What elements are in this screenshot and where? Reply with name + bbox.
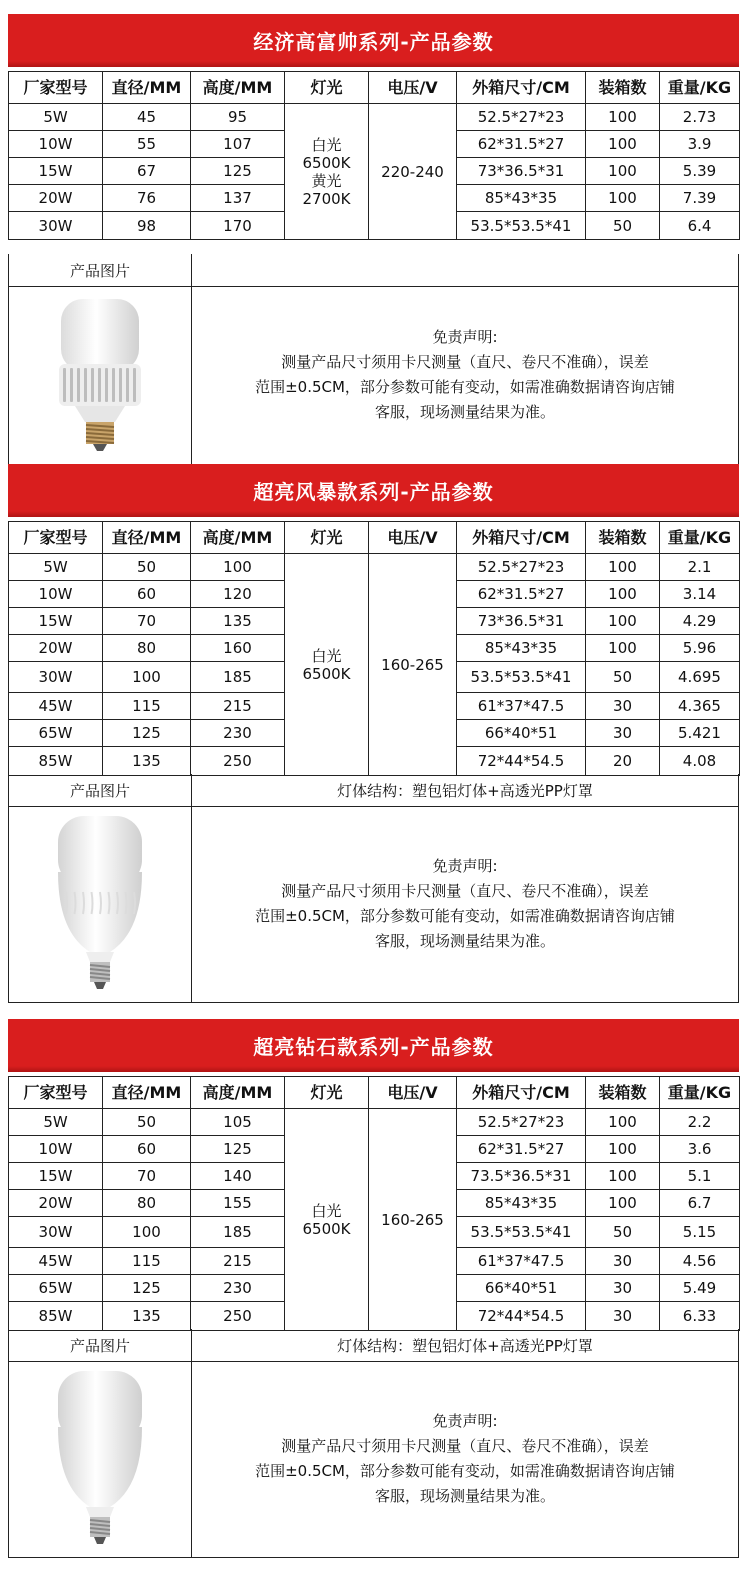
column-header: 厂家型号 [9,72,103,104]
table-cell: 6.33 [660,1302,740,1331]
series-title-banner [8,464,739,517]
light-color-cell: 白光 6500K [285,1109,369,1331]
table-cell: 107 [191,131,285,158]
table-cell: 62*31.5*27 [457,131,586,158]
disclaimer-title: 免责声明: [432,857,498,875]
voltage-cell: 220-240 [369,104,457,240]
table-cell: 100 [586,158,660,185]
column-header: 重量/KG [660,522,740,554]
led-bulb-image [55,294,145,458]
table-cell: 52.5*27*23 [457,1109,586,1136]
table-cell: 20W [9,1190,103,1217]
table-cell: 85*43*35 [457,185,586,212]
table-cell: 50 [586,662,660,693]
table-cell: 215 [191,1248,285,1275]
column-header: 重量/KG [660,72,740,104]
table-cell: 185 [191,662,285,693]
table-cell: 73*36.5*31 [457,608,586,635]
table-cell: 60 [103,581,191,608]
series-title-banner [8,14,739,67]
picture-label-row [8,254,739,287]
column-header: 直径/MM [103,72,191,104]
table-cell: 4.695 [660,662,740,693]
table-cell: 5.96 [660,635,740,662]
column-header: 灯光 [285,72,369,104]
table-cell: 125 [191,158,285,185]
table-cell: 85*43*35 [457,1190,586,1217]
structure-text [192,254,738,286]
table-cell: 4.56 [660,1248,740,1275]
table-cell: 120 [191,581,285,608]
disclaimer-line3: 客服，现场测量结果为准。 [374,403,555,421]
table-cell: 100 [586,608,660,635]
table-cell: 15W [9,608,103,635]
picture-label-row [8,774,739,807]
table-cell: 85*43*35 [457,635,586,662]
disclaimer-line1: 测量产品尺寸须用卡尺测量（直尺、卷尺不准确），误差 [281,353,649,371]
table-row [9,1109,740,1136]
disclaimer [192,1361,738,1557]
table-cell: 140 [191,1163,285,1190]
disclaimer-line3: 客服，现场测量结果为准。 [374,1487,555,1505]
table-cell: 4.365 [660,693,740,720]
table-cell: 65W [9,720,103,747]
table-header-row [9,1077,740,1109]
table-cell: 10W [9,131,103,158]
table-cell: 185 [191,1217,285,1248]
series-title: 经济高富帅系列-产品参数 [253,30,494,54]
voltage-cell: 160-265 [369,1109,457,1331]
picture-label-row [8,1329,739,1362]
table-cell: 67 [103,158,191,185]
column-header: 装箱数 [586,522,660,554]
table-cell: 70 [103,1163,191,1190]
table-cell: 30 [586,720,660,747]
table-cell: 5.15 [660,1217,740,1248]
table-cell: 5.39 [660,158,740,185]
table-cell: 5W [9,1109,103,1136]
table-cell: 30W [9,662,103,693]
table-cell: 4.29 [660,608,740,635]
table-cell: 85W [9,1302,103,1331]
table-cell: 137 [191,185,285,212]
column-header: 外箱尺寸/CM [457,1077,586,1109]
series-title: 超亮钻石款系列-产品参数 [253,1035,494,1059]
light-color-cell: 白光 6500K [285,554,369,776]
column-header: 外箱尺寸/CM [457,72,586,104]
table-cell: 52.5*27*23 [457,104,586,131]
table-cell: 3.14 [660,581,740,608]
table-cell: 53.5*53.5*41 [457,212,586,240]
table-cell: 20 [586,747,660,776]
table-cell: 95 [191,104,285,131]
spec-table [8,71,740,240]
table-cell: 50 [103,1109,191,1136]
picture-row [8,806,739,1003]
table-cell: 55 [103,131,191,158]
column-header: 装箱数 [586,1077,660,1109]
table-cell: 53.5*53.5*41 [457,662,586,693]
disclaimer-title: 免责声明: [432,328,498,346]
banner-shadow [8,1066,739,1072]
table-cell: 250 [191,1302,285,1331]
table-row [9,554,740,581]
table-cell: 65W [9,1275,103,1302]
spec-table [8,1076,740,1331]
column-header: 电压/V [369,1077,457,1109]
table-cell: 160 [191,635,285,662]
table-cell: 45W [9,1248,103,1275]
disclaimer-line2: 范围±0.5CM，部分参数可能有变动，如需准确数据请咨询店铺 [255,1462,675,1480]
table-header-row [9,72,740,104]
table-cell: 100 [586,1136,660,1163]
table-cell: 100 [103,662,191,693]
table-cell: 100 [586,581,660,608]
column-header: 重量/KG [660,1077,740,1109]
table-cell: 100 [586,1163,660,1190]
table-cell: 2.2 [660,1109,740,1136]
table-cell: 215 [191,693,285,720]
table-cell: 100 [191,554,285,581]
disclaimer [192,806,738,1002]
table-cell: 100 [586,185,660,212]
picture-label: 产品图片 [9,1329,192,1361]
light-color-cell: 白光 6500K 黄光 2700K [285,104,369,240]
picture-row [8,286,739,465]
disclaimer-line1: 测量产品尺寸须用卡尺测量（直尺、卷尺不准确），误差 [281,1437,649,1455]
table-cell: 100 [586,1109,660,1136]
table-cell: 20W [9,185,103,212]
voltage-cell: 160-265 [369,554,457,776]
table-cell: 50 [586,212,660,240]
table-cell: 3.9 [660,131,740,158]
table-cell: 60 [103,1136,191,1163]
column-header: 厂家型号 [9,1077,103,1109]
table-cell: 125 [103,720,191,747]
picture-label: 产品图片 [9,774,192,806]
table-cell: 155 [191,1190,285,1217]
led-bulb-image [50,1367,150,1551]
banner-shadow [8,511,739,517]
table-cell: 15W [9,158,103,185]
table-cell: 30 [586,1302,660,1331]
structure-text: 灯体结构：塑包铝灯体+高透光PP灯罩 [337,1336,593,1355]
table-cell: 100 [586,104,660,131]
table-cell: 135 [103,1302,191,1331]
disclaimer-line2: 范围±0.5CM，部分参数可能有变动，如需准确数据请咨询店铺 [255,907,675,925]
table-cell: 85W [9,747,103,776]
table-cell: 15W [9,1163,103,1190]
table-cell: 70 [103,608,191,635]
table-cell: 73*36.5*31 [457,158,586,185]
table-cell: 50 [103,554,191,581]
table-cell: 100 [586,131,660,158]
column-header: 直径/MM [103,1077,191,1109]
table-cell: 125 [103,1275,191,1302]
column-header: 电压/V [369,522,457,554]
table-cell: 170 [191,212,285,240]
disclaimer-line2: 范围±0.5CM，部分参数可能有变动，如需准确数据请咨询店铺 [255,378,675,396]
table-cell: 72*44*54.5 [457,1302,586,1331]
series-title-banner [8,1019,739,1072]
table-cell: 105 [191,1109,285,1136]
table-cell: 115 [103,693,191,720]
table-cell: 5.1 [660,1163,740,1190]
column-header: 高度/MM [191,1077,285,1109]
column-header: 高度/MM [191,72,285,104]
table-cell: 80 [103,635,191,662]
table-cell: 2.73 [660,104,740,131]
table-cell: 6.4 [660,212,740,240]
table-cell: 125 [191,1136,285,1163]
table-cell: 30 [586,1248,660,1275]
table-cell: 6.7 [660,1190,740,1217]
table-cell: 73.5*36.5*31 [457,1163,586,1190]
table-cell: 76 [103,185,191,212]
table-cell: 30W [9,212,103,240]
table-cell: 5.49 [660,1275,740,1302]
column-header: 电压/V [369,72,457,104]
column-header: 灯光 [285,1077,369,1109]
table-cell: 80 [103,1190,191,1217]
picture-row [8,1361,739,1558]
column-header: 高度/MM [191,522,285,554]
table-cell: 61*37*47.5 [457,1248,586,1275]
table-row [9,104,740,131]
table-cell: 98 [103,212,191,240]
table-cell: 230 [191,1275,285,1302]
table-cell: 66*40*51 [457,720,586,747]
disclaimer-line3: 客服，现场测量结果为准。 [374,932,555,950]
disclaimer [192,286,738,464]
picture-label: 产品图片 [9,254,192,286]
table-cell: 3.6 [660,1136,740,1163]
table-cell: 135 [191,608,285,635]
table-cell: 10W [9,1136,103,1163]
table-cell: 45 [103,104,191,131]
column-header: 装箱数 [586,72,660,104]
spec-table [8,521,740,776]
table-cell: 4.08 [660,747,740,776]
table-cell: 62*31.5*27 [457,581,586,608]
table-cell: 30 [586,693,660,720]
column-header: 厂家型号 [9,522,103,554]
table-cell: 2.1 [660,554,740,581]
table-cell: 5W [9,104,103,131]
column-header: 直径/MM [103,522,191,554]
table-cell: 100 [586,554,660,581]
disclaimer-line1: 测量产品尺寸须用卡尺测量（直尺、卷尺不准确），误差 [281,882,649,900]
table-cell: 5.421 [660,720,740,747]
table-cell: 10W [9,581,103,608]
table-cell: 30 [586,1275,660,1302]
table-cell: 53.5*53.5*41 [457,1217,586,1248]
table-cell: 250 [191,747,285,776]
disclaimer-title: 免责声明: [432,1412,498,1430]
led-bulb-image [50,812,150,996]
banner-shadow [8,61,739,67]
table-cell: 5W [9,554,103,581]
product-image [9,1361,192,1557]
table-cell: 7.39 [660,185,740,212]
table-cell: 30W [9,1217,103,1248]
table-cell: 100 [103,1217,191,1248]
column-header: 灯光 [285,522,369,554]
column-header: 外箱尺寸/CM [457,522,586,554]
table-cell: 100 [586,635,660,662]
table-cell: 135 [103,747,191,776]
table-cell: 100 [586,1190,660,1217]
table-cell: 50 [586,1217,660,1248]
table-cell: 230 [191,720,285,747]
table-cell: 61*37*47.5 [457,693,586,720]
table-cell: 72*44*54.5 [457,747,586,776]
table-cell: 45W [9,693,103,720]
series-title: 超亮风暴款系列-产品参数 [253,480,494,504]
table-cell: 52.5*27*23 [457,554,586,581]
table-cell: 115 [103,1248,191,1275]
table-cell: 62*31.5*27 [457,1136,586,1163]
table-cell: 66*40*51 [457,1275,586,1302]
structure-text: 灯体结构：塑包铝灯体+高透光PP灯罩 [337,781,593,800]
product-image [9,806,192,1002]
product-image [9,286,192,464]
table-header-row [9,522,740,554]
table-cell: 20W [9,635,103,662]
